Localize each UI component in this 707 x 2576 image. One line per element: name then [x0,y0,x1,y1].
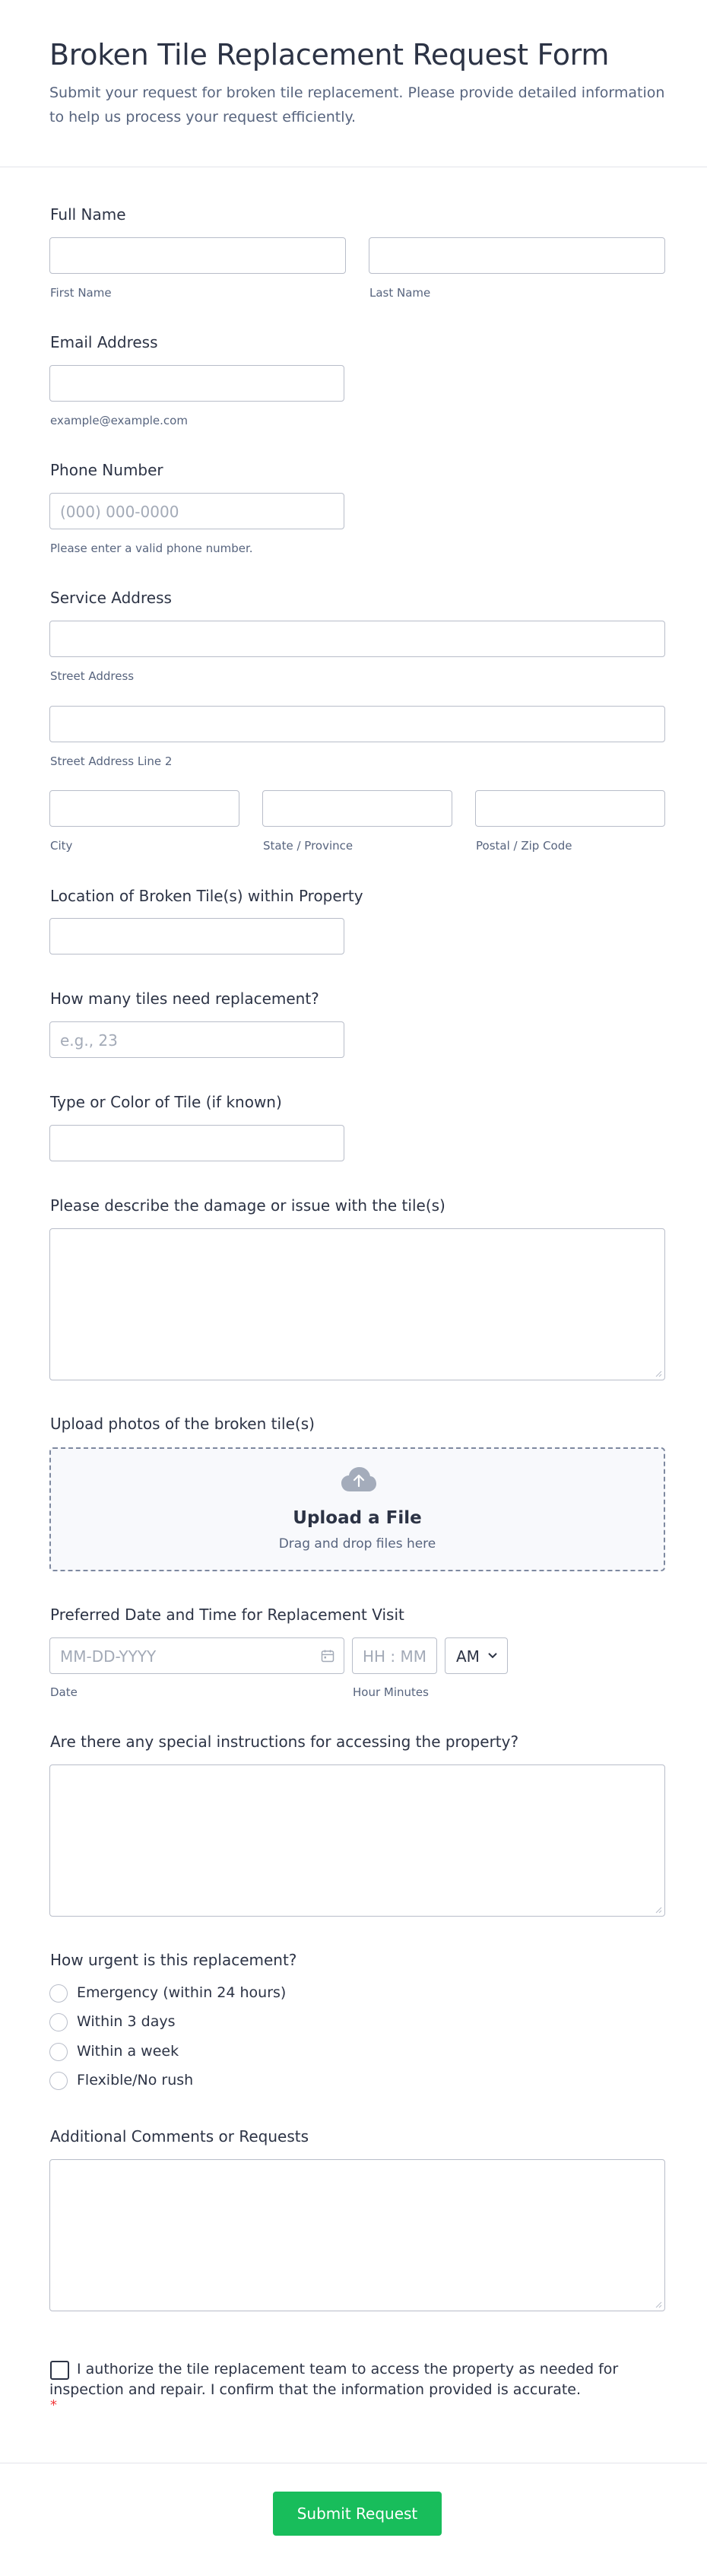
city-input[interactable] [49,790,239,827]
required-mark: * [50,2397,57,2413]
ampm-value: AM [456,1647,480,1666]
calendar-icon[interactable] [321,1649,334,1663]
resize-grip-icon[interactable] [655,1371,662,1377]
service-address-label: Service Address [50,589,172,607]
file-upload-dropzone[interactable] [49,1447,665,1571]
resize-grip-icon[interactable] [655,1907,662,1914]
urgency-radio-flexible[interactable] [49,2072,68,2090]
first-name-sublabel: First Name [50,286,112,300]
tile-type-label: Type or Color of Tile (if known) [50,1093,282,1111]
time-input[interactable] [352,1637,437,1674]
resize-grip-icon[interactable] [655,2301,662,2308]
last-name-input[interactable] [369,237,665,274]
first-name-input[interactable] [49,237,346,274]
urgency-radio-emergency[interactable] [49,1984,68,2003]
page-title: Broken Tile Replacement Request Form [49,38,610,71]
street-address-sublabel: Street Address [50,669,135,683]
date-sublabel: Date [50,1685,78,1699]
date-input[interactable] [49,1637,344,1674]
last-name-sublabel: Last Name [369,286,431,300]
street-address-input[interactable] [49,621,665,657]
street-address-line2-input[interactable] [49,706,665,742]
city-sublabel: City [50,839,73,853]
street-address-line2-sublabel: Street Address Line 2 [50,754,173,768]
tile-count-placeholder: e.g., 23 [60,1031,118,1050]
phone-placeholder: (000) 000-0000 [60,503,179,521]
upload-label: Upload photos of the broken tile(s) [50,1415,315,1433]
tile-count-label: How many tiles need replacement? [50,989,319,1008]
state-input[interactable] [262,790,452,827]
location-input[interactable] [49,918,344,954]
full-name-label: Full Name [50,205,126,224]
visit-label: Preferred Date and Time for Replacement Visit [50,1606,404,1624]
urgency-radio-week[interactable] [49,2043,68,2061]
email-sublabel: example@example.com [50,414,188,427]
location-label: Location of Broken Tile(s) within Property [50,887,363,905]
urgency-option-label[interactable]: Emergency (within 24 hours) [77,1984,287,2001]
tile-type-input[interactable] [49,1125,344,1161]
damage-textarea[interactable] [49,1228,665,1380]
instructions-textarea[interactable] [49,1764,665,1917]
cloud-upload-icon [340,1466,378,1493]
upload-subtitle: Drag and drop files here [278,1536,436,1552]
zip-sublabel: Postal / Zip Code [476,839,572,853]
urgency-option-label[interactable]: Within 3 days [77,2013,176,2030]
tile-count-input[interactable] [49,1021,344,1058]
phone-label: Phone Number [50,461,163,479]
form-header [0,0,707,167]
phone-sublabel: Please enter a valid phone number. [50,542,253,555]
page-subtitle: Submit your request for broken tile replacement. Please provide detailed information to help us process your request efficiently. [49,84,665,125]
comments-label: Additional Comments or Requests [50,2127,309,2146]
instructions-label: Are there any special instructions for accessing the property? [50,1733,519,1751]
submit-button[interactable]: Submit Request [273,2492,442,2536]
zip-input[interactable] [475,790,665,827]
date-placeholder: MM-DD-YYYY [60,1647,157,1666]
ampm-select[interactable] [445,1637,508,1674]
time-sublabel: Hour Minutes [353,1685,429,1699]
urgency-option-label[interactable]: Within a week [77,2043,179,2060]
email-label: Email Address [50,333,158,351]
upload-title: Upload a File [293,1508,422,1528]
chevron-down-icon [487,1652,498,1660]
urgency-label: How urgent is this replacement? [50,1951,297,1969]
phone-input[interactable] [49,493,344,529]
time-placeholder: HH : MM [363,1647,427,1666]
urgency-option-label[interactable]: Flexible/No rush [77,2072,194,2088]
state-sublabel: State / Province [263,839,354,853]
urgency-radio-3-days[interactable] [49,2013,68,2031]
comments-textarea[interactable] [49,2159,665,2311]
damage-label: Please describe the damage or issue with the tile(s) [50,1196,445,1215]
consent-text: I authorize the tile replacement team to access the property as needed for inspection and repair. I confirm that the information provided is accurate. [49,2361,619,2398]
email-input[interactable] [49,365,344,402]
